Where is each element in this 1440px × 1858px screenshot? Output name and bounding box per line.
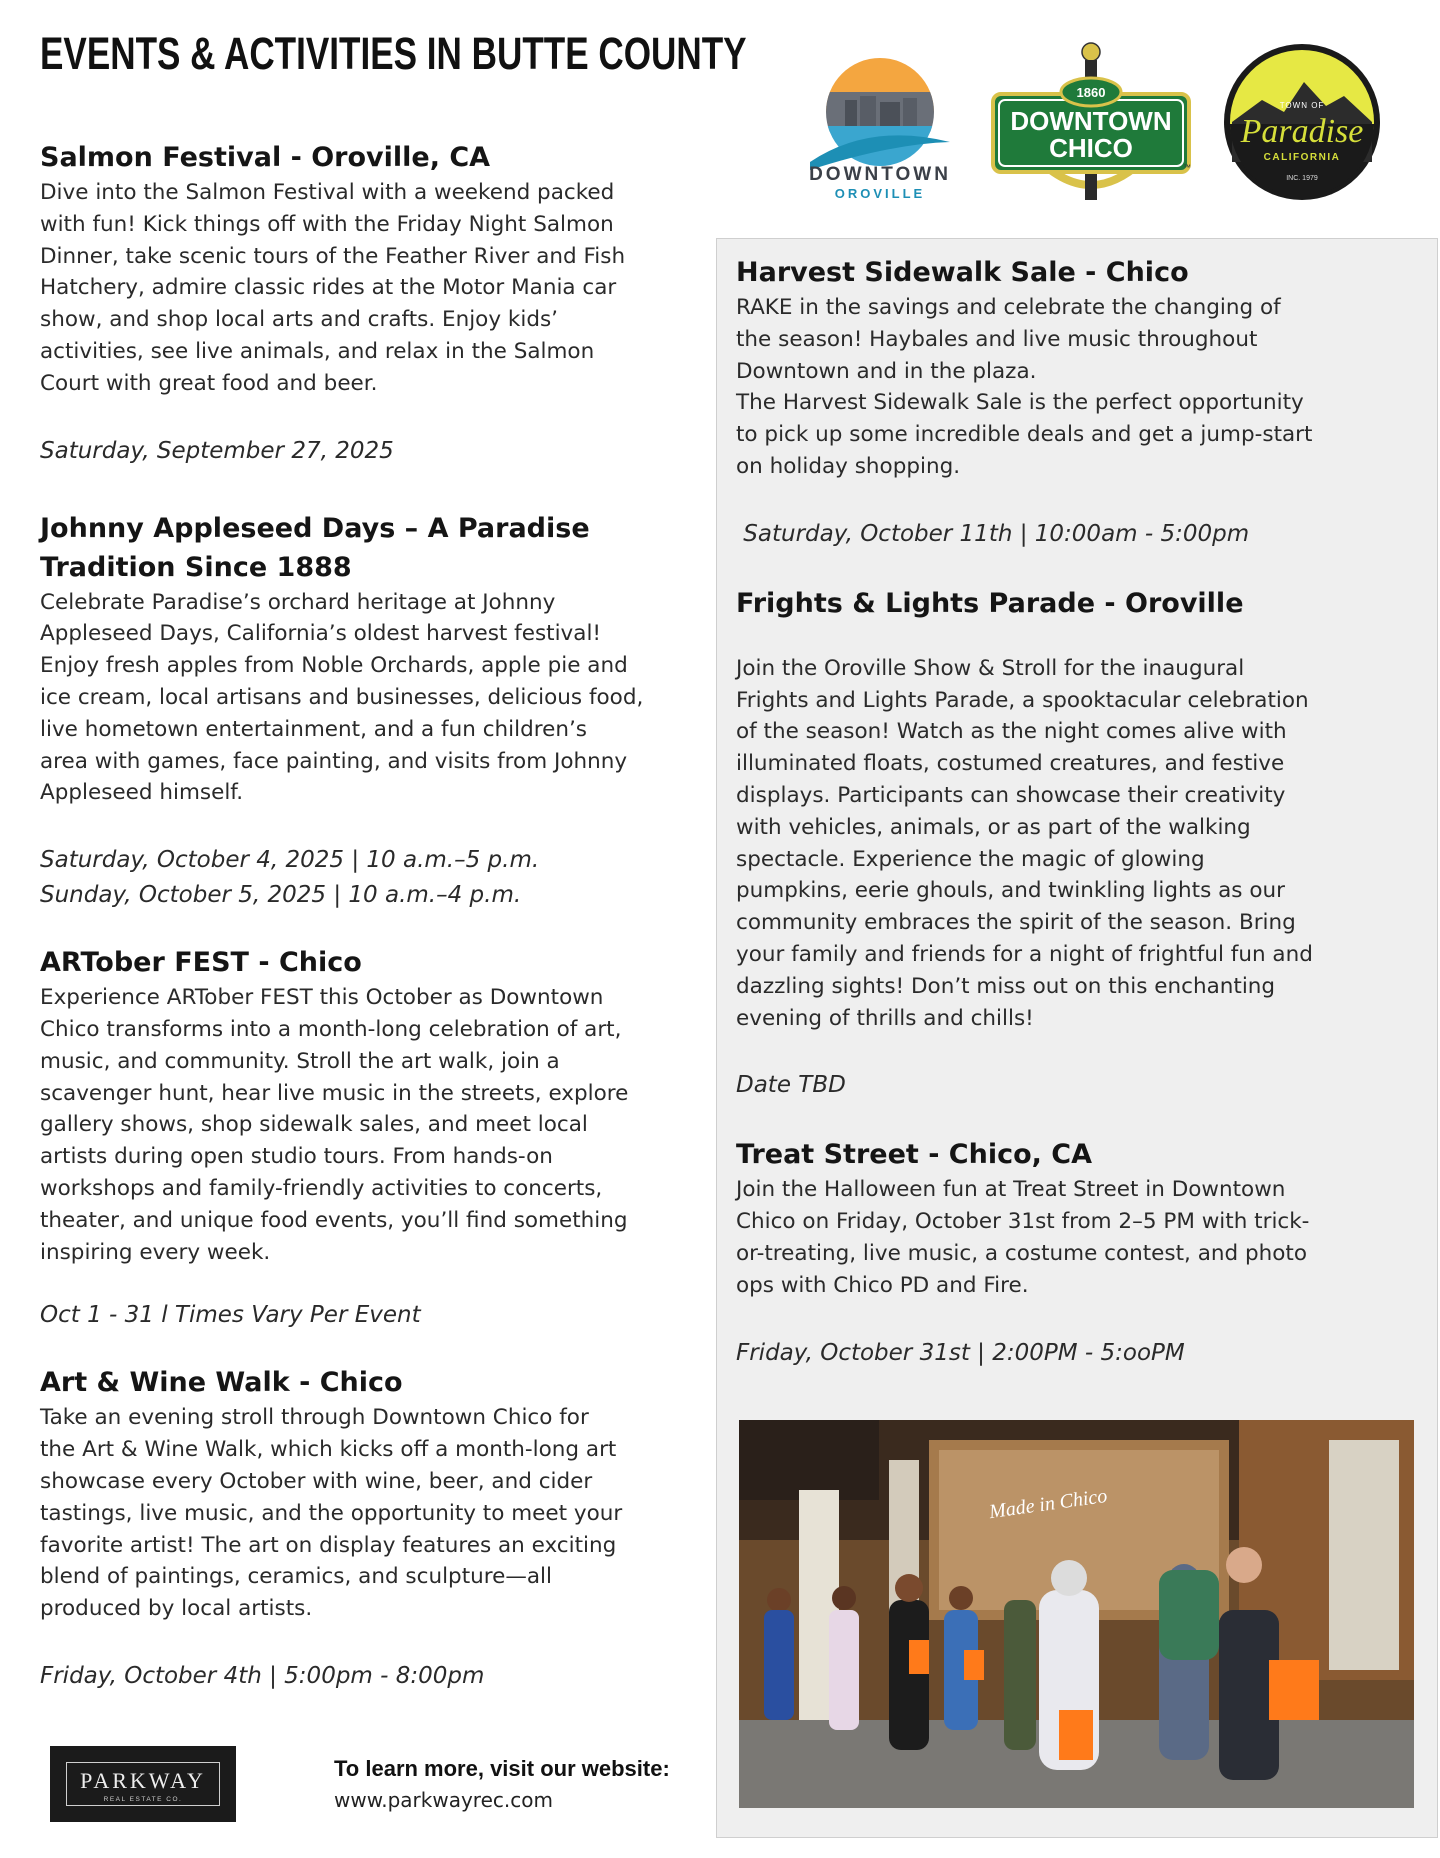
event-date: Date TBD <box>736 1072 846 1099</box>
description-line: Join the Halloween fun at Treat Street in Downtown <box>736 1177 1286 1203</box>
description-line: area with games, face painting, and visits from Johnny <box>40 748 628 774</box>
downtown-chico-logo <box>985 42 1197 202</box>
event-artober-fest <box>40 943 715 1333</box>
description-line: evening of thrills and chills! <box>736 1005 1034 1031</box>
description-line: Appleseed himself. <box>40 780 244 806</box>
description-line: favorite artist! The art on display features an exciting <box>40 1532 617 1558</box>
town-of-paradise-logo <box>1222 42 1382 202</box>
description-line: Take an evening stroll through Downtown Chico for <box>40 1405 589 1431</box>
event-title: Treat Street - Chico, CA <box>736 1139 1093 1171</box>
paradise-logo-state: CALIFORNIA <box>1263 152 1341 163</box>
description-line: spectacle. Experience the magic of glowing <box>736 846 1205 872</box>
description-line: Dinner, take scenic tours of the Feather River and Fish <box>40 243 626 269</box>
description-line: Enjoy fresh apples from Noble Orchards, apple pie and <box>40 653 628 679</box>
description-line: Court with great food and beer. <box>40 370 378 396</box>
event-title <box>40 509 715 587</box>
description-line: the season! Haybales and live music throughout <box>736 326 1258 352</box>
description-line: pumpkins, eerie ghouls, and twinkling lights as our <box>736 878 1285 904</box>
description-line: the Art & Wine Walk, which kicks off a month-long art <box>40 1437 617 1463</box>
description-line: Frights and Lights Parade, a spooktacular celebration <box>736 687 1309 713</box>
event-art-wine-walk <box>40 1363 715 1694</box>
event-description <box>40 177 715 400</box>
event-title: ARTober FEST - Chico <box>40 947 362 979</box>
description-line: inspiring every week. <box>40 1239 271 1265</box>
title-line: Tradition Since 1888 <box>40 551 352 583</box>
paradise-logo-name: Paradise <box>1240 113 1364 150</box>
event-title: Salmon Festival - Oroville, CA <box>40 142 491 173</box>
event-salmon-festival <box>40 138 715 469</box>
event-description <box>40 587 715 810</box>
oroville-logo-line1: DOWNTOWN <box>809 164 951 185</box>
website-link[interactable]: www.parkwayrec.com <box>334 1788 553 1812</box>
description-line: Join the Oroville Show & Stroll for the inaugural <box>736 655 1245 681</box>
description-line: on holiday shopping. <box>736 453 961 479</box>
description-line: The Harvest Sidewalk Sale is the perfect opportunity <box>736 390 1304 416</box>
description-line: tastings, live music, and the opportunity to meet your <box>40 1500 623 1526</box>
description-line: music, and community. Stroll the art walk, join a <box>40 1048 560 1074</box>
parkway-brand: PARKWAY <box>80 1768 206 1793</box>
description-line: illuminated floats, costumed creatures, and festive <box>736 751 1285 777</box>
description-line: theater, and unique food events, you’ll find something <box>40 1207 628 1233</box>
downtown-oroville-logo <box>790 52 970 202</box>
parkway-brand-sub: REAL ESTATE CO. <box>103 1796 183 1803</box>
description-line: produced by local artists. <box>40 1596 313 1622</box>
description-line: Chico transforms into a month-long celebration of art, <box>40 1016 622 1042</box>
event-date: Saturday, October 4, 2025 | 10 a.m.–5 p.m. <box>40 847 540 874</box>
description-line: your family and friends for a night of frightful fun and <box>736 941 1313 967</box>
description-line: activities, see live animals, and relax in the Salmon <box>40 338 595 364</box>
description-line: Experience ARTober FEST this October as Downtown <box>40 985 604 1011</box>
description-line: show, and shop local arts and crafts. Enjoy kids’ <box>40 307 559 333</box>
event-date: Friday, October 31st | 2:00PM - 5:ooPM <box>736 1339 1185 1366</box>
parkway-logo <box>50 1746 236 1822</box>
photo-sign-text: Made in Chico <box>987 1484 1109 1524</box>
event-frights-lights-parade <box>736 584 1416 1104</box>
event-description <box>736 1174 1416 1301</box>
description-line: gallery shows, shop sidewalk sales, and meet local <box>40 1112 588 1138</box>
description-line: Downtown and in the plaza. <box>736 358 1037 384</box>
description-line: ice cream, local artisans and businesses, delicious food, <box>40 684 644 710</box>
event-description <box>736 292 1416 483</box>
description-line: to pick up some incredible deals and get a jump-start <box>736 422 1313 448</box>
event-description <box>736 653 1416 1035</box>
treat-street-photo <box>739 1420 1414 1808</box>
event-treat-street <box>736 1135 1416 1370</box>
description-line: workshops and family-friendly activities to concerts, <box>40 1175 603 1201</box>
description-line: or-treating, live music, a costume contest, and photo <box>736 1240 1307 1266</box>
event-johnny-appleseed-days <box>40 509 715 914</box>
event-harvest-sidewalk-sale <box>736 253 1416 552</box>
description-line: Hatchery, admire classic rides at the Motor Mania car <box>40 275 617 301</box>
chico-logo-year: 1860 <box>1076 85 1106 100</box>
description-line: scavenger hunt, hear live music in the streets, explore <box>40 1080 629 1106</box>
event-description <box>40 1402 715 1625</box>
description-line: blend of paintings, ceramics, and sculpture—all <box>40 1564 552 1590</box>
event-title: Harvest Sidewalk Sale - Chico <box>736 257 1189 288</box>
event-date: Saturday, October 11th | 10:00am - 5:00pm <box>736 520 1250 547</box>
paradise-logo-inc: INC. 1979 <box>1286 175 1318 182</box>
title-line: Johnny Appleseed Days – A Paradise <box>40 512 590 544</box>
description-line: displays. Participants can showcase their creativity <box>736 782 1286 808</box>
website-cta <box>334 1754 670 1816</box>
description-line: Chico on Friday, October 31st from 2–5 PM with trick- <box>736 1209 1310 1235</box>
description-line: with vehicles, animals, or as part of the walking <box>736 814 1251 840</box>
chico-logo-line1: DOWNTOWN <box>1010 106 1172 136</box>
chico-logo-line2: CHICO <box>1049 133 1133 163</box>
paradise-logo-top: TOWN OF <box>1279 101 1325 110</box>
event-date: Sunday, October 5, 2025 | 10 a.m.–4 p.m. <box>40 882 522 909</box>
description-line: community embraces the spirit of the season. Bring <box>736 910 1296 936</box>
description-line: ops with Chico PD and Fire. <box>736 1272 1029 1298</box>
description-line: showcase every October with wine, beer, and cider <box>40 1468 593 1494</box>
oroville-logo-line2: OROVILLE <box>834 186 926 201</box>
description-line: of the season! Watch as the night comes alive with <box>736 719 1287 745</box>
cta-label: To learn more, visit our website: <box>334 1756 670 1781</box>
event-title: Art & Wine Walk - Chico <box>40 1367 403 1399</box>
description-line: RAKE in the savings and celebrate the changing of <box>736 295 1281 320</box>
description-line: with fun! Kick things off with the Friday Night Salmon <box>40 211 614 237</box>
event-date: Saturday, September 27, 2025 <box>40 437 394 464</box>
event-date: Friday, October 4th | 5:00pm - 8:00pm <box>40 1662 485 1689</box>
chico-logo-tm: ™ <box>1183 163 1191 172</box>
event-description <box>40 982 715 1268</box>
description-line: Appleseed Days, California’s oldest harvest festival! <box>40 621 602 647</box>
description-line: live hometown entertainment, and a fun children’s <box>40 716 588 742</box>
page-title: EVENTS & ACTIVITIES IN BUTTE COUNTY <box>40 28 747 79</box>
event-title: Frights & Lights Parade - Oroville <box>736 587 1244 619</box>
description-line: dazzling sights! Don’t miss out on this enchanting <box>736 973 1276 999</box>
description-line: Celebrate Paradise’s orchard heritage at Johnny <box>40 589 556 615</box>
description-line: artists during open studio tours. From hands-on <box>40 1144 553 1170</box>
left-column <box>40 138 715 1694</box>
event-date: Oct 1 - 31 l Times Vary Per Event <box>40 1302 421 1329</box>
description-line: Dive into the Salmon Festival with a weekend packed <box>40 180 615 205</box>
